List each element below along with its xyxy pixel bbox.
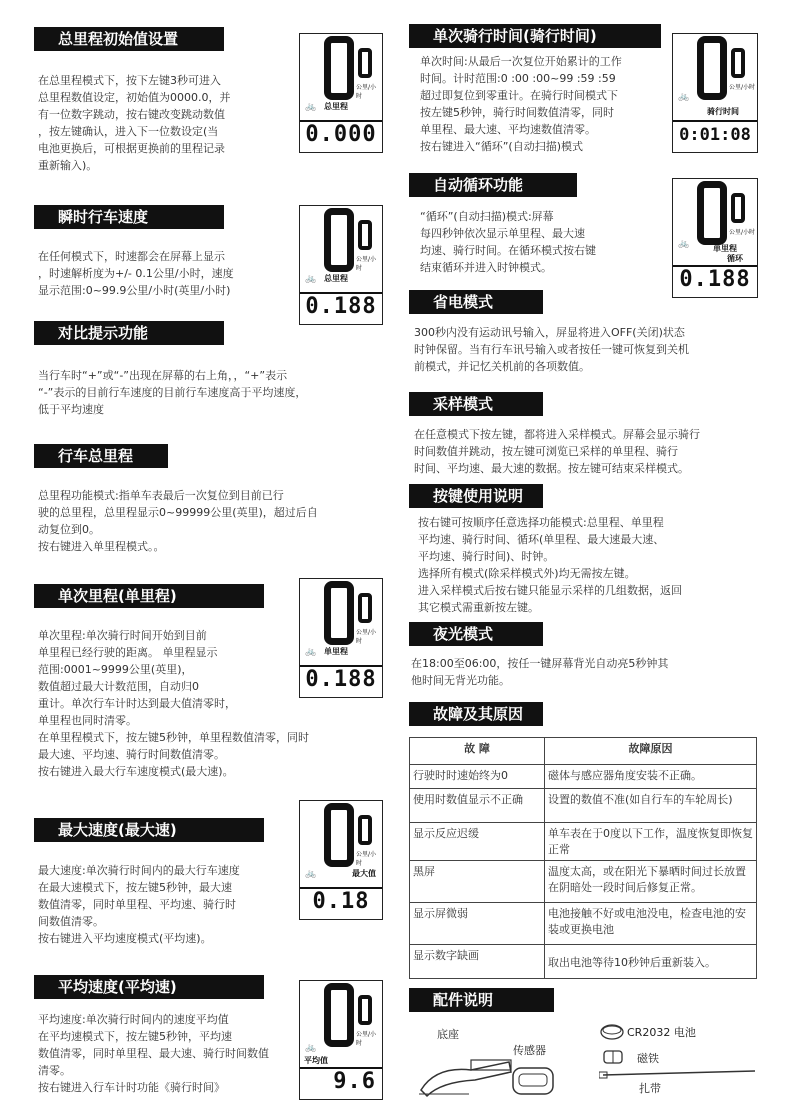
lcd-unit: 公里/小时	[356, 256, 377, 272]
lcd-small-digit	[731, 193, 745, 223]
lcd-divider	[673, 120, 757, 122]
lcd-big-digit	[697, 36, 727, 100]
trip-text: 单次里程:单次骑行时间开始到目前 单里程已经行驶的距离。 单里程显示 范围:0001~9999公里(英里)， 数值超过最大计数范围，自动归0 重计。单次行车计时达到最大值清零时， 单里程也同时清零。 在单里程模式下，按左键5秒钟，单里程数值清零，同时 最大速、平均速、骑行时间数值清零。 按右键进入最大行车速度模式(最大速)。	[38, 629, 309, 778]
auto-cycle-text: “循环”(自动扫描)模式:屏幕 每四秒钟依次显示单里程、最大速 均速、骑行时间。在循环模式按右键 结束循环并进入时钟模式。	[420, 210, 596, 274]
power-save-text: 300秒内没有运动讯号输入，屏显将进入OFF(关闭)状态 时钟保留。当有行车讯号输入或者按任一键可恢复到关机 前模式，并记忆关机前的各项数值。	[414, 326, 689, 373]
cause-cell: 单车表在于0度以下工作，温度恢复即恢复正常	[545, 823, 757, 861]
cause-cell: 磁体与感应器角度安装不正确。	[545, 765, 757, 789]
lcd-reading: 0.000	[305, 122, 377, 147]
lcd-big-digit	[324, 581, 354, 645]
lcd-mode-label: 平均值	[304, 1056, 328, 1065]
fault-cell: 显示数字缺画	[410, 945, 545, 979]
lcd-small-digit	[358, 48, 372, 78]
lcd-odo-setup	[299, 33, 383, 153]
cause-cell: 取出电池等待10秒钟后重新装入。	[545, 945, 757, 979]
bicycle-icon: 🚲	[305, 1043, 317, 1053]
fault-cell: 黑屏	[410, 861, 545, 903]
heading-auto-cycle: 自动循环功能	[409, 173, 577, 197]
battery-icon	[599, 1022, 625, 1042]
cause-cell: 温度太高，或在阳光下暴晒时间过长放置在阴暗处一段时间后修复正常。	[545, 861, 757, 903]
lcd-big-digit	[324, 36, 354, 100]
table-row	[410, 945, 757, 979]
magnet-label: 磁铁	[637, 1052, 659, 1065]
lcd-reading: 0:01:08	[679, 125, 751, 145]
table-row	[410, 823, 757, 861]
bicycle-icon: 🚲	[305, 274, 317, 284]
troubleshoot-table	[409, 737, 757, 979]
lcd-small-digit	[358, 593, 372, 623]
lcd-big-digit	[324, 208, 354, 272]
sensor-icon	[505, 1062, 565, 1102]
lcd-unit: 公里/小时	[356, 84, 377, 100]
heading-avg-speed: 平均速度(平均速)	[34, 975, 264, 999]
lcd-small-digit	[358, 995, 372, 1025]
lcd-mode-label: 总里程	[324, 274, 348, 283]
lcd-unit: 公里/小时	[356, 1031, 377, 1047]
heading-buttons: 按键使用说明	[409, 484, 543, 508]
lcd-unit: 公里/小时	[356, 629, 377, 645]
lcd-reading: 0.188	[679, 267, 751, 292]
bicycle-icon: 🚲	[305, 647, 317, 657]
bicycle-icon: 🚲	[678, 239, 690, 249]
lcd-mode-label: 最大值	[352, 869, 376, 878]
total-odo-text: 总里程功能模式:指单车表最后一次复位到目前已行 驶的总里程，总里程显示0~99999公里(英里)，超过后自 动复位到0。 按右键进入单里程模式。。	[38, 489, 318, 553]
ride-time-text: 单次时间:从最后一次复位开始累计的工作 时间。计时范围:0 :00 :00~99 :59 :59 超过即复位到零重计。在骑行时间模式下 按左键5秒钟，骑行时间数值清零，同时 单里程、最大速、平均速数值清零。 按右键进入“循环”(自动扫描)模式	[420, 55, 622, 153]
sampling-text: 在任意模式下按左键，都将进入采样模式。屏幕会显示骑行 时间数值并跳动，按左键可浏览已采样的单里程、骑行 时间、平均速、最大速的数据。按左键可结束采样模式。	[414, 428, 700, 475]
night-light-text: 在18:00至06:00，按任一键屏幕背光自动亮5秒钟其 他时间无背光功能。	[411, 657, 669, 687]
bicycle-icon: 🚲	[305, 102, 317, 112]
lcd-mode-label: 骑行时间	[707, 107, 739, 116]
battery-label: CR2032 电池	[627, 1026, 696, 1039]
lcd-cycle-label: 循环	[727, 254, 743, 263]
heading-power-save: 省电模式	[409, 290, 543, 314]
lcd-ride-time	[672, 33, 758, 153]
heading-total-odo: 行车总里程	[34, 444, 168, 468]
lcd-auto-cycle	[672, 178, 758, 298]
base-label: 底座	[437, 1028, 459, 1041]
strap-icon	[599, 1068, 759, 1082]
column-header-cause: 故障原因	[545, 738, 757, 765]
magnet-icon	[601, 1048, 625, 1066]
lcd-small-digit	[731, 48, 745, 78]
fault-cell: 显示屏微弱	[410, 903, 545, 945]
cause-cell: 电池接触不好或电池没电，检查电池的安装或更换电池	[545, 903, 757, 945]
lcd-max-speed	[299, 800, 383, 920]
table-header-row	[410, 738, 757, 765]
heading-odo-setup: 总里程初始值设置	[34, 27, 224, 51]
instant-speed-text: 在任何模式下，时速都会在屏幕上显示 ，时速解析度为+/- 0.1公里/小时，速度 显示范围:0~99.9公里/小时(英里/小时)	[38, 250, 234, 297]
lcd-small-digit	[358, 220, 372, 250]
lcd-unit: 公里/小时	[356, 851, 377, 867]
max-speed-text: 最大速度:单次骑行时间内的最大行车速度 在最大速模式下，按左键5秒钟，最大速 数值清零，同时单里程、平均速、骑行时 间数值清零。 按右键进入平均速度模式(平均速)。	[38, 864, 240, 945]
table-row	[410, 861, 757, 903]
column-header-fault: 故 障	[410, 738, 545, 765]
compare-text: 当行车时“+”或“-”出现在屏幕的右上角，，“+”表示 “-”表示的目前行车速度的目前行车速度高于平均速度， 低于平均速度	[38, 369, 307, 416]
heading-instant-speed: 瞬时行车速度	[34, 205, 224, 229]
lcd-reading: 0.188	[305, 667, 377, 692]
buttons-text: 按右键可按顺序任意选择功能模式:总里程、单里程 平均速、骑行时间、循环(单里程、最大速最大速、 平均速、骑行时间)、时钟。 选择所有模式(除采样模式外)均无需按左键。 进入采样模式后按右键只能显示采样的几组数据，返回 其它模式需重新按左键。	[418, 516, 682, 614]
lcd-unit: 公里/小时	[729, 229, 756, 236]
lcd-mode-label: 总里程	[324, 102, 348, 111]
lcd-big-digit	[324, 803, 354, 867]
sensor-label: 传感器	[513, 1044, 546, 1057]
fault-cell: 行驶时时速始终为0	[410, 765, 545, 789]
fault-cell: 使用时数值显示不正确	[410, 789, 545, 823]
heading-max-speed: 最大速度(最大速)	[34, 818, 264, 842]
cause-cell: 设置的数值不准(如自行车的车轮周长)	[545, 789, 757, 823]
heading-trip: 单次里程(单里程)	[34, 584, 264, 608]
heading-sampling: 采样模式	[409, 392, 543, 416]
heading-troubleshoot: 故障及其原因	[409, 702, 543, 726]
lcd-mode-label: 单里程	[324, 647, 348, 656]
lcd-instant-speed	[299, 205, 383, 325]
avg-speed-text: 平均速度:单次骑行时间内的速度平均值 在平均速模式下，按左键5秒钟，平均速 数值清零，同时单里程、最大速、骑行时间数值 清零。 按右键进入行车计时功能《骑行时间》	[38, 1013, 269, 1094]
heading-compare: 对比提示功能	[34, 321, 224, 345]
lcd-reading: 9.6	[333, 1069, 376, 1094]
bicycle-icon: 🚲	[305, 869, 317, 879]
accessories-illustration	[409, 1018, 779, 1113]
odo-setup-text: 在总里程模式下，按下左键3秒可进入 总里程数值设定，初始值为0000.0，并 有一位数字跳动，按右键改变跳动数值 ，按左键确认，进入下一位数设定(当 电池更换后，可根据更换前的里程记录 重新输入)。	[38, 74, 231, 172]
heading-accessories: 配件说明	[409, 988, 554, 1012]
lcd-reading: 0.188	[305, 294, 377, 319]
bicycle-icon: 🚲	[678, 92, 690, 102]
table-row	[410, 765, 757, 789]
table-row	[410, 789, 757, 823]
lcd-big-digit	[697, 181, 727, 245]
lcd-big-digit	[324, 983, 354, 1047]
lcd-small-digit	[358, 815, 372, 845]
lcd-unit: 公里/小时	[729, 84, 756, 91]
lcd-avg-speed	[299, 980, 383, 1100]
fault-cell: 显示反应迟缓	[410, 823, 545, 861]
strap-label: 扎带	[639, 1082, 661, 1095]
heading-night-light: 夜光模式	[409, 622, 543, 646]
table-row	[410, 903, 757, 945]
lcd-mode-label: 单里程	[713, 244, 737, 253]
lcd-reading: 0.18	[312, 889, 370, 914]
lcd-trip	[299, 578, 383, 698]
heading-ride-time: 单次骑行时间(骑行时间)	[409, 24, 661, 48]
